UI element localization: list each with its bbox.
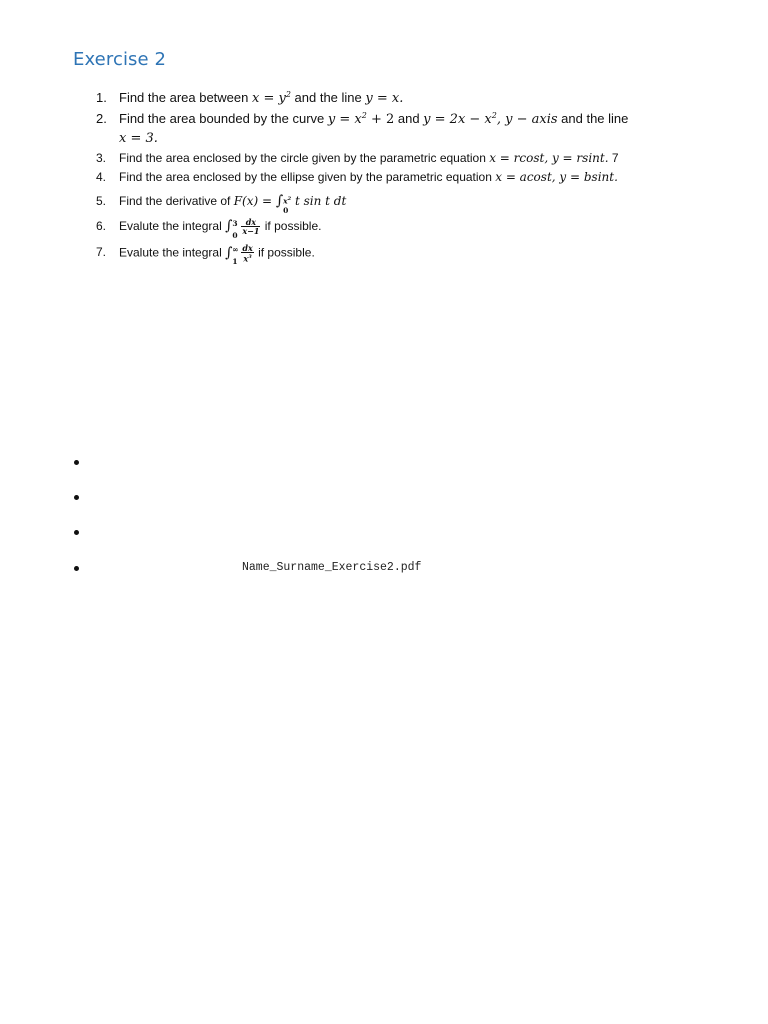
bullet-point bbox=[72, 494, 80, 502]
exercise-heading: Exercise 2 bbox=[73, 49, 167, 70]
integral-sign: ∫ bbox=[225, 244, 233, 261]
integral-limits: 3 0 bbox=[232, 218, 238, 240]
integral-limits: ∞ 1 bbox=[232, 245, 239, 267]
exercise-text: Evalute the integral ∫ 3 0 $\frac{dx}{x-1}$ if possible. bbox=[119, 217, 322, 240]
exercise-text: x = 3. bbox=[119, 131, 158, 146]
bullet-point bbox=[72, 459, 80, 467]
exercise-text: Find the area enclosed by the ellipse given by the parametric equation x = acost, y = bsint. bbox=[119, 170, 618, 184]
exercise-text: Evalute the integral ∫ ∞ 1 $\frac{dx}{x^3}$ if possible. bbox=[119, 243, 315, 267]
exercise-number: 3. bbox=[96, 151, 107, 165]
submission-filename: Name_Surname_Exercise2.pdf bbox=[242, 561, 422, 574]
integral-limits: $x^2$ 0 bbox=[283, 195, 292, 215]
exercise-number: 6. bbox=[96, 219, 107, 233]
exercise-text: Find the area between $x = y^2$ and the line y = x. bbox=[119, 90, 404, 106]
bullet-point bbox=[72, 529, 80, 537]
bullet-point bbox=[72, 565, 80, 573]
integral-sign: ∫ bbox=[225, 218, 233, 234]
integrand-fraction: $\frac{dx}{x^3}$ bbox=[242, 243, 253, 264]
exercise-number: 1. bbox=[96, 90, 107, 105]
integrand-fraction: $\frac{dx}{x-1}$ bbox=[242, 217, 260, 237]
exercise-text: Find the area bounded by the curve $y = x^2 + 2$ and $y = 2x - x^2$, y − axis and the line bbox=[119, 111, 629, 127]
exercise-number: 7. bbox=[96, 245, 107, 259]
exercise-number: 5. bbox=[96, 194, 107, 208]
exercise-number: 2. bbox=[96, 111, 107, 126]
exercise-text: Find the derivative of F(x) = ∫ $x^2$ 0 t sin t dt bbox=[119, 193, 347, 215]
integral-sign: ∫ bbox=[275, 193, 284, 209]
exercise-number: 4. bbox=[96, 170, 107, 184]
exercise-text: Find the area enclosed by the circle given by the parametric equation x = rcost, y = rsint. 7 bbox=[119, 151, 619, 165]
